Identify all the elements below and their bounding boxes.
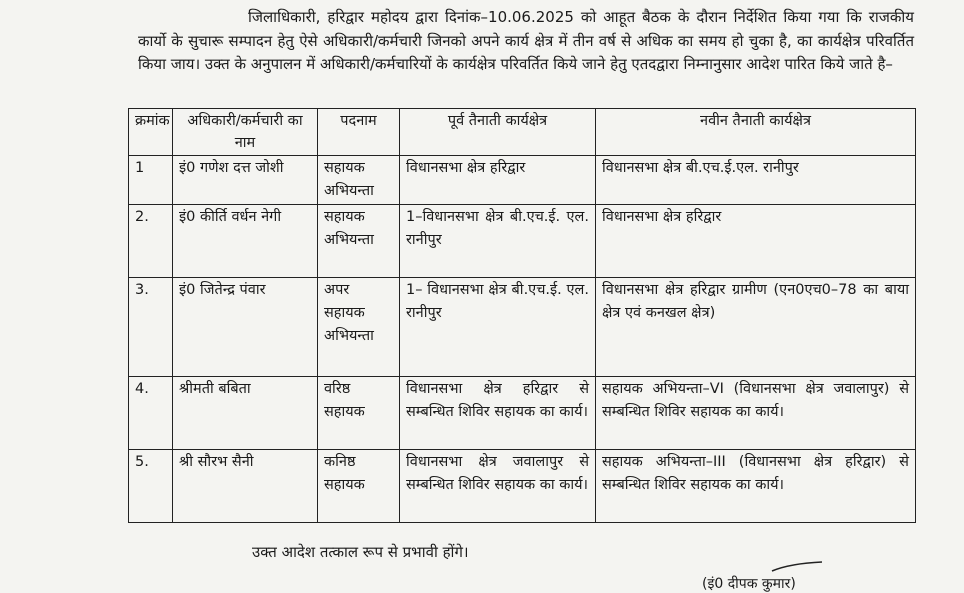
cell-serial: 5. [129,450,173,523]
table-header-row [129,109,916,156]
cell-new-posting: विधानसभा क्षेत्र हरिद्वार [596,205,916,278]
header-serial: क्रमांक [129,109,173,156]
transfer-orders-table [128,108,916,523]
cell-designation: कनिष्ठ सहायक [318,450,400,523]
cell-designation: वरिष्ठ सहायक [318,377,400,450]
table-row [129,205,916,278]
cell-designation: सहायक अभियन्ता [318,205,400,278]
table-row [129,278,916,377]
cell-serial: 3. [129,278,173,377]
cell-serial: 2. [129,205,173,278]
cell-name: श्री सौरभ सैनी [173,450,318,523]
cell-name: इं0 जितेन्द्र पंवार [173,278,318,377]
table-row [129,156,916,205]
cell-previous-posting: विधानसभा क्षेत्र हरिद्वार [400,156,596,205]
cell-designation: सहायक अभियन्ता [318,156,400,205]
cell-previous-posting: 1–विधानसभा क्षेत्र बी.एच.ई. एल. रानीपुर [400,205,596,278]
signature-mark [770,560,824,574]
closing-statement: उक्त आदेश तत्काल रूप से प्रभावी होंगे। [252,543,469,561]
cell-new-posting: सहायक अभियन्ता–VI (विधानसभा क्षेत्र जवालापुर) से सम्बन्धित शिविर सहायक का कार्य। [596,377,916,450]
header-previous-posting: पूर्व तैनाती कार्यक्षेत्र [400,109,596,156]
header-name: अधिकारी/कर्मचारी का नाम [173,109,318,156]
cell-serial: 1 [129,156,173,205]
cell-new-posting: विधानसभा क्षेत्र हरिद्वार ग्रामीण (एन0एच0–78 का बाया क्षेत्र एवं कनखल क्षेत्र) [596,278,916,377]
cell-new-posting: सहायक अभियन्ता–III (विधानसभा क्षेत्र हरिद्वार) से सम्बन्धित शिविर सहायक का कार्य। [596,450,916,523]
cell-previous-posting: 1– विधानसभा क्षेत्र बी.एच.ई. एल. रानीपुर [400,278,596,377]
cell-name: इं0 कीर्ति वर्धन नेगी [173,205,318,278]
cell-designation: अपर सहायक अभियन्ता [318,278,400,377]
cell-serial: 4. [129,377,173,450]
cell-name: श्रीमती बबिता [173,377,318,450]
intro-paragraph: जिलाधिकारी, हरिद्वार महोदय द्वारा दिनांक–10.06.2025 को आहूत बैठक के दौरान निर्देशित किया गया कि राजकीय कार्यो के सुचारू सम्पादन हेतु ऐसे अधिकारी/कर्मचारी जिनको अपने कार्य क्षेत्र में तीन वर्ष से अधिक का समय हो चुका है, का कार्यक्षेत्र परिवर्तित किया जाय। उक्त के अनुपालन में अधिकारी/कर्मचारियों के कार्यक्षेत्र परिवर्तित किये जाने हेतु एतदद्वारा निम्नानुसार आदेश पारित किये जाते है– [138,8,914,73]
cell-name: इं0 गणेश दत्त जोशी [173,156,318,205]
cell-previous-posting: विधानसभा क्षेत्र हरिद्वार से सम्बन्धित शिविर सहायक का कार्य। [400,377,596,450]
cell-previous-posting: विधानसभा क्षेत्र जवालापुर से सम्बन्धित शिविर सहायक का कार्य। [400,450,596,523]
cell-new-posting: विधानसभा क्षेत्र बी.एच.ई.एल. रानीपुर [596,156,916,205]
table-row [129,450,916,523]
header-new-posting: नवीन तैनाती कार्यक्षेत्र [596,109,916,156]
header-designation: पदनाम [318,109,400,156]
signatory-name: (इं0 दीपक कुमार) [702,576,796,592]
table-row [129,377,916,450]
